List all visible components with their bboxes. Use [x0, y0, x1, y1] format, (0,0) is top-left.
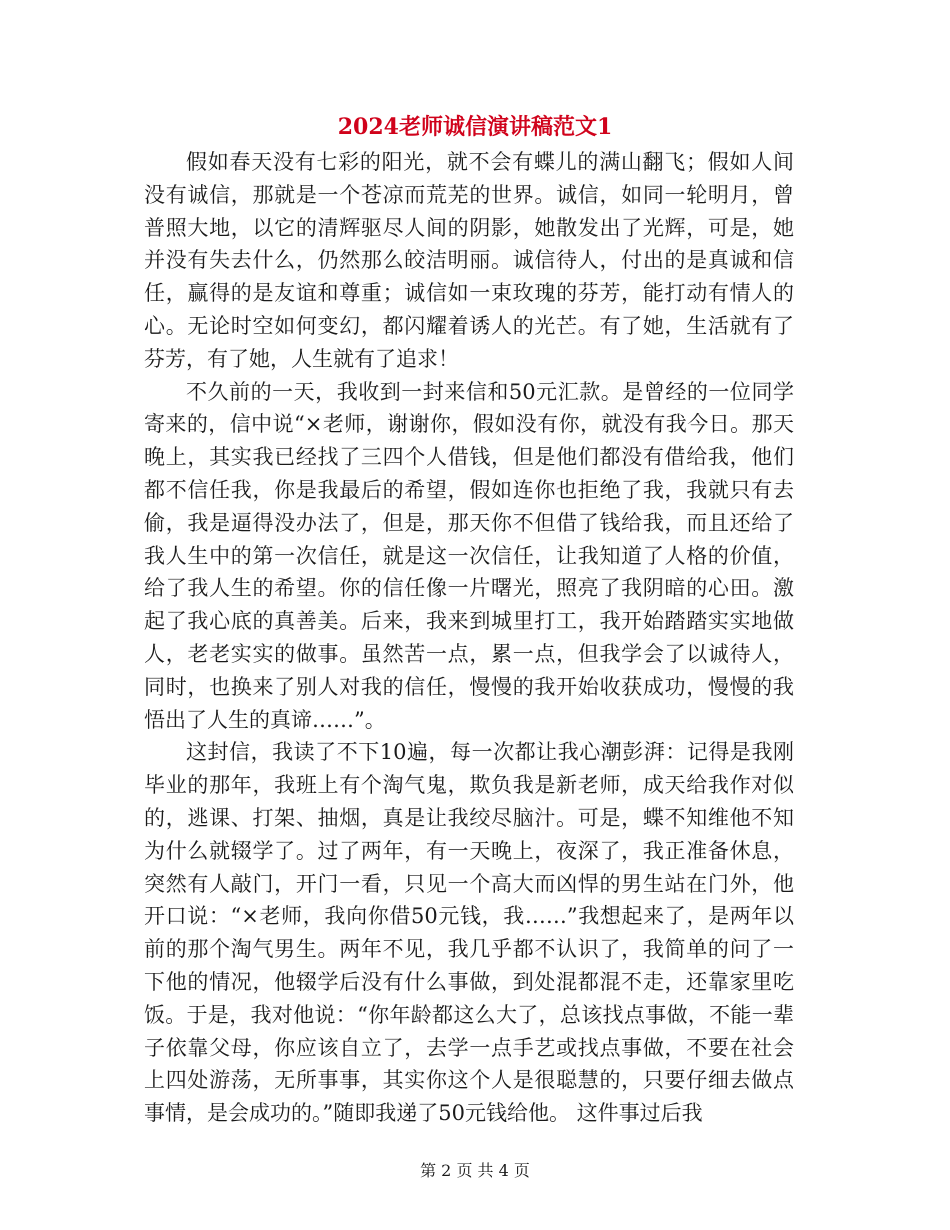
- paragraph-1: 假如春天没有七彩的阳光，就不会有蝶儿的满山翻飞；假如人间没有诚信，那就是一个苍凉而荒芜的世界。诚信，如同一轮明月，曾普照大地，以它的清辉驱尽人间的阴影，她散发出了光辉，可是，她并没有失去什么，仍然那么皎洁明丽。诚信待人，付出的是真诚和信任，赢得的是友谊和尊重；诚信如一束玫瑰的芬芳，能打动有情人的心。无论时空如何变幻，都闪耀着诱人的光芒。有了她，生活就有了芬芳，有了她，人生就有了追求！: [144, 150, 794, 371]
- paragraph-3: 这封信，我读了不下10遍，每一次都让我心潮彭湃：记得是我刚毕业的那年，我班上有个淘气鬼，欺负我是新老师，成天给我作对似的，逃课、打架、抽烟，真是让我绞尽脑汁。可是，蝶不知维他不知为什么就辍学了。过了两年，有一天晚上，夜深了，我正准备休息，突然有人敲门，开门一看，只见一个高大而凶悍的男生站在门外，他开口说：“×老师，我向你借50元钱，我……”我想起来了，是两年以前的那个淘气男生。两年不见，我几乎都不认识了，我简单的问了一下他的情况，他辍学后没有什么事做，到处混都混不走，还靠家里吃饭。于是，我对他说：“你年龄都这么大了，总该找点事做，不能一辈子依靠父母，你应该自立了，去学一点手艺或找点事做，不要在社会上四处游荡，无所事事，其实你这个人是很聪慧的，只要仔细去做点事情，是会成功的。”随即我递了50元钱给他。 这件事过后我: [144, 740, 794, 1126]
- document-title: 2024老师诚信演讲稿范文1: [337, 114, 613, 140]
- page-number-footer: 第 2 页 共 4 页: [420, 1161, 530, 1180]
- document-body: [144, 146, 794, 1130]
- paragraph-2: 不久前的一天，我收到一封来信和50元汇款。是曾经的一位同学寄来的，信中说“×老师，谢谢你，假如没有你，就没有我今日。那天晚上，其实我已经找了三四个人借钱，但是他们都没有借给我，他们都不信任我，你是我最后的希望，假如连你也拒绝了我，我就只有去偷，我是逼得没办法了，但是，那天你不但借了钱给我，而且还给了我人生中的第一次信任，就是这一次信任，让我知道了人格的价值，给了我人生的希望。你的信任像一片曙光，照亮了我阴暗的心田。激起了我心底的真善美。后来，我来到城里打工，我开始踏踏实实地做人，老老实实的做事。虽然苦一点，累一点，但我学会了以诚待人，同时，也换来了别人对我的信任，慢慢的我开始收获成功，慢慢的我悟出了人生的真谛……”。: [144, 379, 794, 732]
